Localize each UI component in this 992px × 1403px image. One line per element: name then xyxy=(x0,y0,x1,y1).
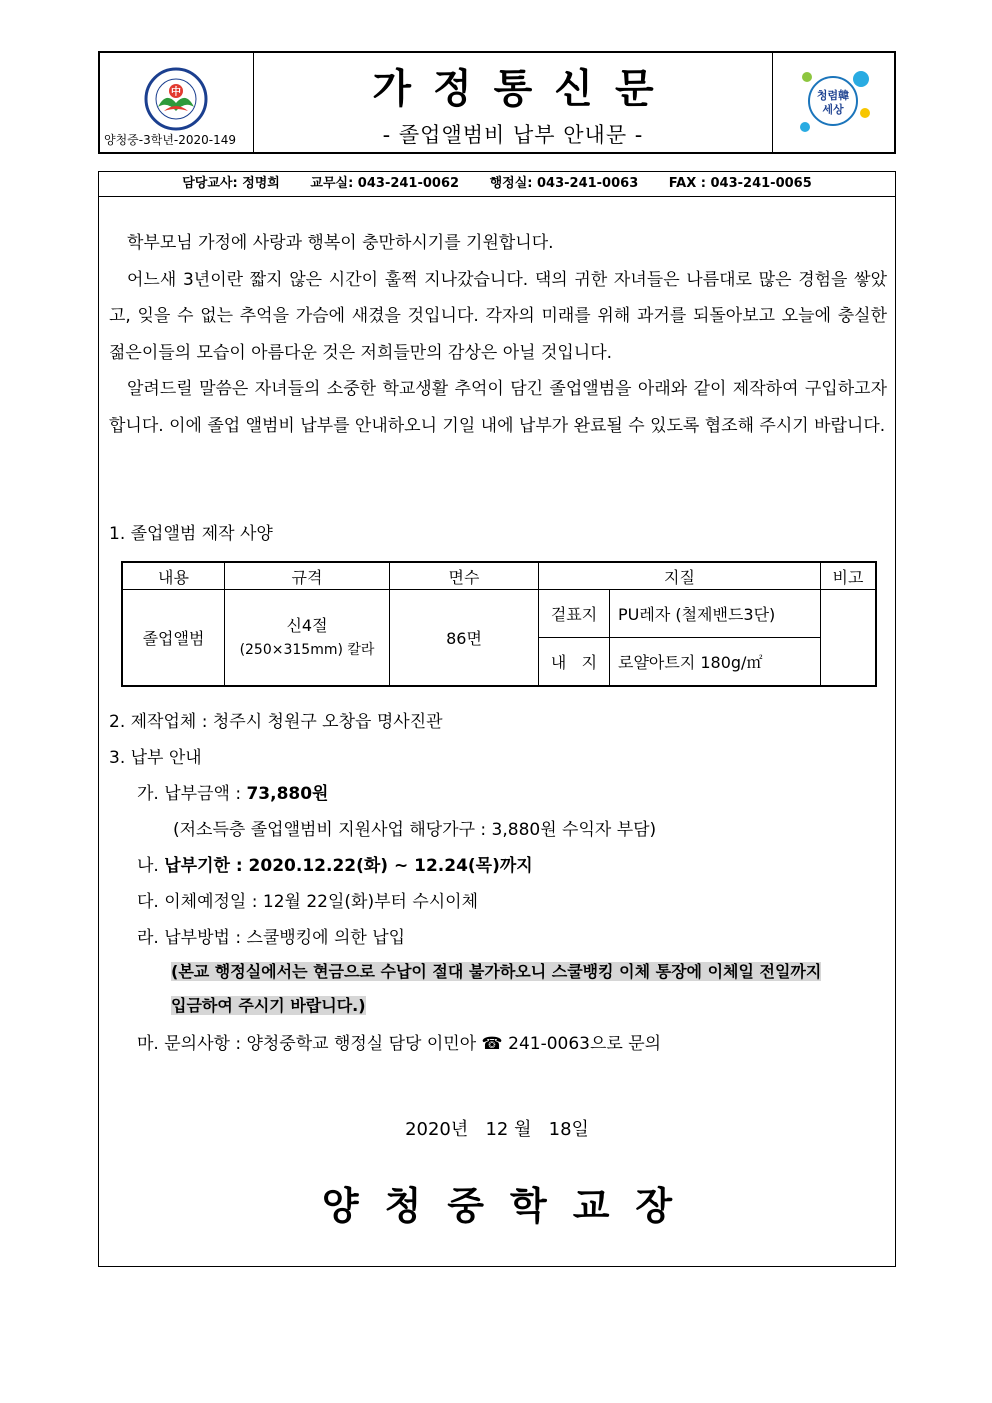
intro-paragraph-1: 학부모님 가정에 사랑과 행복이 충만하시기를 기원합니다. xyxy=(127,233,554,253)
item-a-note: (저소득층 졸업앨범비 지원사업 해당가구 : 3,880원 수익자 부담) xyxy=(173,820,657,840)
item-d: 라. 납부방법 : 스쿨뱅킹에 의한 납입 xyxy=(137,928,406,948)
issue-date: 2020년 12 월 18일 xyxy=(405,1119,589,1140)
header-title-cell xyxy=(254,53,772,152)
contact-bar xyxy=(98,171,896,197)
col-header-paper: 지질 xyxy=(539,562,821,590)
school-emblem-icon xyxy=(144,67,208,131)
header-left-cell xyxy=(100,53,254,152)
signer-name: 양청중학교장 xyxy=(321,1183,699,1228)
contact-office: 교무실: 043-241-0062 xyxy=(310,176,460,191)
cell-item: 졸업앨범 xyxy=(122,590,225,686)
integrity-logo-icon xyxy=(795,67,873,139)
item-d-note-1-text: (본교 행정실에서는 현금으로 수납이 절대 불가하오니 스쿨뱅킹 이체 통장에 이체일 전일까지 xyxy=(171,962,822,981)
item-d-note-2-text: 입금하여 주시기 바랍니다.) xyxy=(171,996,366,1015)
svg-text:청렴韓: 청렴韓 xyxy=(816,89,850,102)
letter-body xyxy=(98,196,896,1267)
cell-pages: 86면 xyxy=(390,590,539,686)
col-header-content: 내용 xyxy=(122,562,225,590)
header-right-cell xyxy=(772,53,894,152)
cell-note xyxy=(821,590,877,686)
cell-size xyxy=(225,590,390,686)
header-box xyxy=(98,51,896,154)
cell-size-line1: 신4절 xyxy=(286,616,328,636)
cell-size-line2: (250×315mm) 칼라 xyxy=(239,642,375,659)
spec-header-row xyxy=(122,562,876,590)
item-e: 마. 문의사항 : 양청중학교 행정실 담당 이민아 ☎ 241-0063으로 문의 xyxy=(137,1034,662,1054)
contact-fax: FAX : 043-241-0065 xyxy=(668,176,812,191)
svg-text:中: 中 xyxy=(171,87,181,98)
cell-paper-value-1: PU레자 (철제밴드3단) xyxy=(610,590,821,638)
page-subtitle: - 졸업앨범비 납부 안내문 - xyxy=(382,123,644,147)
intro-paragraph-3: 알려드릴 말씀은 자녀들의 소중한 학교생활 추억이 담긴 졸업앨범을 아래와 같이 제작하여 구입하고자 합니다. 이에 졸업 앨범비 납부를 안내하오니 기일 내에 납부가 완료될 수 있도록 협조해 주시기 바랍니다. xyxy=(109,379,887,436)
spec-row-1 xyxy=(122,590,876,638)
item-a xyxy=(137,779,328,804)
item-a-amount: 73,880원 xyxy=(246,784,329,804)
document-id: 양청중-3학년-2020-149 xyxy=(104,133,237,147)
item-c: 다. 이체예정일 : 12월 22일(화)부터 수시이체 xyxy=(137,892,479,912)
section-1-title: 1. 졸업앨범 제작 사양 xyxy=(109,524,273,544)
cell-paper-label-1: 겉표지 xyxy=(539,590,610,638)
col-header-pages: 면수 xyxy=(390,562,539,590)
item-b xyxy=(137,851,533,876)
intro-text xyxy=(109,225,887,444)
cell-paper-value-2: 로얄아트지 180g/㎡ xyxy=(610,638,821,686)
contact-admin: 행정실: 043-241-0063 xyxy=(489,176,639,191)
section-3-title: 3. 납부 안내 xyxy=(109,748,202,768)
col-header-note: 비고 xyxy=(821,562,877,590)
item-d-note-1 xyxy=(171,959,821,982)
item-d-note-2 xyxy=(171,993,366,1016)
item-b-deadline: 납부기한 : 2020.12.22(화) ~ 12.24(목)까지 xyxy=(164,856,533,876)
section-2-title: 2. 제작업체 : 청주시 청원구 오창읍 명사진관 xyxy=(109,712,443,732)
contact-teacher: 담당교사: 정명희 xyxy=(182,176,280,191)
col-header-size: 규격 xyxy=(225,562,390,590)
page-title: 가정통신문 xyxy=(372,65,676,112)
intro-paragraph-2: 어느새 3년이란 짧지 않은 시간이 훌쩍 지나갔습니다. 댁의 귀한 자녀들은 나름대로 많은 경험을 쌓았고, 잊을 수 없는 추억을 가슴에 새겼을 것입니다. 각자의 미래를 위해 과거를 되돌아보고 오늘에 충실한 젊은이들의 모습이 아름다운 것은 저희들만의 감상은 아닐 것입니다. xyxy=(109,269,887,363)
cell-paper-label-2: 내 지 xyxy=(539,638,610,686)
spec-table xyxy=(121,561,877,687)
item-b-label: 나. xyxy=(137,856,165,876)
item-a-label: 가. 납부금액 : xyxy=(137,784,247,804)
svg-text:세상: 세상 xyxy=(822,103,844,116)
